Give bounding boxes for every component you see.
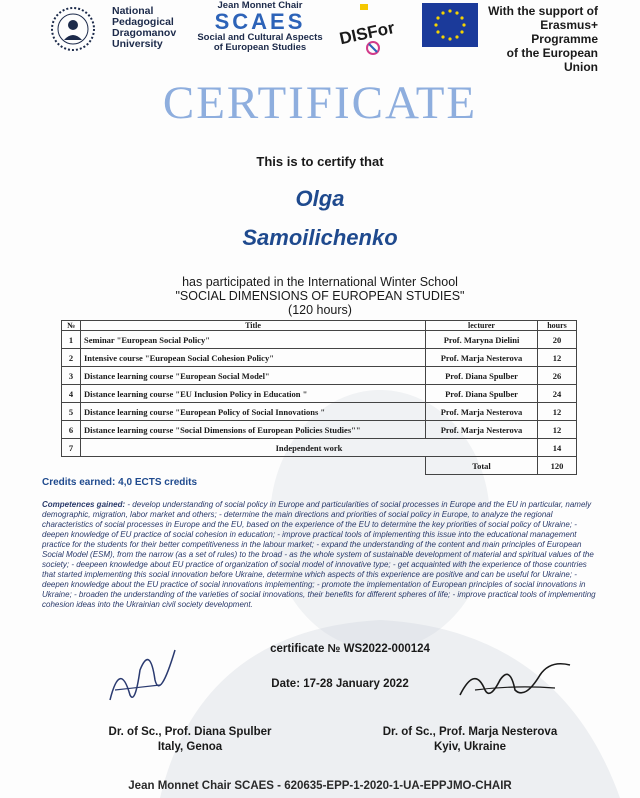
cell-no: 1 [62,331,81,349]
cell-hours: 14 [538,439,577,457]
cell-no: 2 [62,349,81,367]
signer-nesterova [360,725,580,755]
table-row-independent [62,439,577,457]
cell-total-hours: 120 [538,457,577,475]
program-name: "SOCIAL DIMENSIONS OF EUROPEAN STUDIES" [175,289,465,303]
university-line: Dragomanov [112,27,177,39]
signer-place: Italy, Genoa [157,741,223,753]
cell-no: 7 [62,439,81,457]
cell-no: 3 [62,367,81,385]
cell-no: 5 [62,403,81,421]
cell-total-label: Total [426,457,538,475]
program-hours: (120 hours) [288,303,352,317]
university-name [112,6,176,50]
recipient-first-name: Olga [295,186,345,211]
cell-hours: 12 [538,421,577,439]
table-row [62,349,577,367]
cell-no: 4 [62,385,81,403]
recipient-last-name: Samoilichenko [242,225,398,250]
header [0,0,640,74]
university-line: University [112,38,163,50]
table-row [62,385,577,403]
certificate-title: CERTIFICATE [162,77,478,129]
cell-lecturer: Prof. Maryna Dielini [426,331,538,349]
scaes-logo: SCAES [214,9,306,34]
table-header-row [62,321,577,331]
competences-text [42,500,602,610]
erasmus-support-text [484,4,598,74]
eu-line: of the European Union [506,46,598,74]
header-title: Title [81,321,426,331]
signer-name: Dr. of Sc., Prof. Marja Nesterova [382,726,558,738]
cell-hours: 12 [538,403,577,421]
signer-spulber [80,725,300,755]
eu-line: With the support of [488,4,598,18]
cell-title: Distance learning course "Social Dimensions of European Policies Studies"" [81,421,426,439]
cell-lecturer: Prof. Marja Nesterova [426,421,538,439]
scaes-line: Social and Cultural Aspects [197,32,323,43]
eu-flag-icon [422,3,478,47]
competences-label: Competences gained: [42,500,126,509]
header-lecturer: lecturer [426,321,538,331]
table-row-total [62,457,577,475]
courses-table [61,320,577,475]
certificate-number: certificate № WS2022-000124 [270,643,430,655]
competences-body: - develop understanding of social policy in Europe and particularities of social processes in Europe and the EU in particular, namely demographic, migration, labor market and others; - determine the main directions and priorities of social policy in Europe, to analyze the regional characteristics of social processes in Europe and the EU, based on the experience of the EU to determine the key priorities of social policy of Ukraine; - deepen knowledge of EU practice of social cohesion in education; - improve practical tools of implementing this issue into the educational management practice for the students for their better competitiveness in the labour market; - expand the understanding of the content and main principles of European Social Model (ESM), from the narrow (as a set of rules) to the broad - as the whole system of sustainable development of material and spiritual values of the society; - deepeen knowledge about EU practice of organization of social model of innovative type; - get acquainted with the experience of those countries that started implementing this social innovation before Ukraine, determine which aspects of this experience are positive and can be useful for Ukraine; - deepen knowledge about the EU practice of social innovations implementing; - promote the implementation of European principles of social innovations in Ukraine; - broaden the understanding of the varieties of social innovations, their benefits for different spheres of life; - improve practical tools of implementing cohesion ideas into the Ukrainian civil society development. [42,500,596,609]
scaes-block [190,0,330,53]
cell-hours: 12 [538,349,577,367]
certificate-date: Date: 17-28 January 2022 [271,678,409,690]
certify-text: This is to certify that [256,154,384,169]
university-line: Pedagogical [112,16,174,28]
svg-text:DISFor: DISFor [337,18,397,49]
participation-line: has participated in the International Winter School [182,275,458,289]
cell-hours: 20 [538,331,577,349]
cell-title: Distance learning course "European Social Model" [81,367,426,385]
participation-statement [0,275,640,317]
signature-nesterova [455,660,575,705]
cell-title: Seminar "European Social Policy" [81,331,426,349]
signer-place: Kyiv, Ukraine [433,741,506,753]
table-row [62,403,577,421]
credits-earned: Credits earned: 4,0 ECTS credits [42,477,198,488]
cell-lecturer: Prof. Diana Spulber [426,367,538,385]
cell-hours: 24 [538,385,577,403]
header-hours: hours [538,321,577,331]
header-no: № [62,321,81,331]
cell-title: Distance learning course "European Policy of Social Innovations " [81,403,426,421]
eu-line: Erasmus+ Programme [531,18,598,46]
cell-title: Distance learning course "EU Inclusion Policy in Education " [81,385,426,403]
cell-lecturer: Prof. Marja Nesterova [426,349,538,367]
cell-lecturer: Prof. Diana Spulber [426,385,538,403]
university-seal-logo [50,6,96,52]
scaes-line: of European Studies [213,42,307,53]
university-line: National [112,5,154,17]
footer-project-id: Jean Monnet Chair SCAES - 620635-EPP-1-2020-1-UA-EPPJMO-CHAIR [128,780,512,792]
table-row [62,421,577,439]
table-row [62,331,577,349]
cell-hours: 26 [538,367,577,385]
disfor-logo [335,2,405,60]
chair-label: Jean Monnet Chair [217,0,303,11]
cell-lecturer: Prof. Marja Nesterova [426,403,538,421]
cell-empty [62,457,426,475]
cell-title: Intensive course "European Social Cohesion Policy" [81,349,426,367]
signer-name: Dr. of Sc., Prof. Diana Spulber [108,726,272,738]
cell-no: 6 [62,421,81,439]
table-row [62,367,577,385]
cell-independent-work: Independent work [81,439,538,457]
